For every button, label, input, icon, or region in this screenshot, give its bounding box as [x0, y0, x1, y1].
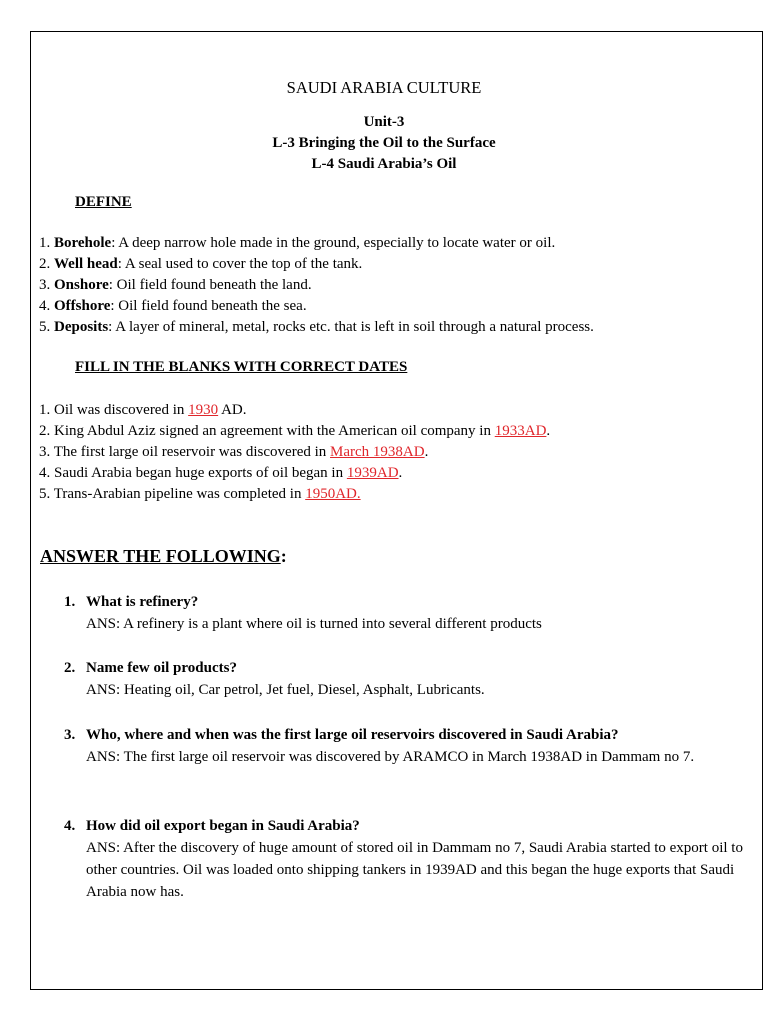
blank-answer: 1950AD. — [305, 486, 361, 502]
answer-heading: ANSWER THE FOLLOWING: — [40, 546, 287, 566]
question-text: What is refinery? — [86, 594, 199, 610]
answer-text: ANS: A refinery is a plant where oil is turned into several different products — [86, 616, 542, 632]
blank-answer: 1930 — [188, 402, 219, 418]
blank-item: 2. King Abdul Aziz signed an agreement with the American oil company in 1933AD. — [39, 423, 551, 439]
define-item: 3. Onshore: Oil field found beneath the land. — [39, 277, 312, 293]
unit-label: Unit-3 — [363, 114, 405, 130]
define-item: 5. Deposits: A layer of mineral, metal, rocks etc. that is left in soil through a natural process. — [39, 319, 594, 335]
blank-item: 4. Saudi Arabia began huge exports of oil began in 1939AD. — [39, 465, 403, 481]
question-text: How did oil export began in Saudi Arabia? — [86, 818, 360, 834]
blank-item: 1. Oil was discovered in 1930 AD. — [39, 402, 247, 418]
answer-text: ANS: After the discovery of huge amount of stored oil in Dammam no 7, Saudi Arabia started to export oil to other countries. Oil was loaded onto shipping tankers in 1939AD and this began the huge exports that Saudi Arabia now has. — [86, 840, 743, 900]
answer-text: ANS: Heating oil, Car petrol, Jet fuel, Diesel, Asphalt, Lubricants. — [86, 682, 485, 698]
lesson-3-title: L-3 Bringing the Oil to the Surface — [272, 135, 496, 151]
define-item: 4. Offshore: Oil field found beneath the sea. — [39, 298, 307, 314]
question-text: Name few oil products? — [86, 660, 237, 676]
answer-text: ANS: The first large oil reservoir was discovered by ARAMCO in March 1938AD in Dammam no 7. — [86, 749, 695, 765]
define-item: 1. Borehole: A deep narrow hole made in the ground, especially to locate water or oil. — [39, 235, 556, 251]
page-title: SAUDI ARABIA CULTURE — [286, 78, 482, 97]
blank-item: 3. The first large oil reservoir was discovered in March 1938AD. — [39, 444, 429, 460]
blank-answer: March 1938AD — [330, 444, 425, 460]
define-item: 2. Well head: A seal used to cover the top of the tank. — [39, 256, 363, 272]
question-text: Who, where and when was the first large oil reservoirs discovered in Saudi Arabia? — [86, 727, 619, 743]
fill-blanks-heading: FILL IN THE BLANKS WITH CORRECT DATES — [75, 359, 408, 375]
define-heading: DEFINE — [75, 194, 132, 210]
blank-item: 5. Trans-Arabian pipeline was completed in 1950AD. — [39, 486, 361, 502]
lesson-4-title: L-4 Saudi Arabia’s Oil — [311, 156, 457, 172]
blank-answer: 1939AD — [346, 465, 399, 481]
blank-answer: 1933AD — [494, 423, 547, 439]
